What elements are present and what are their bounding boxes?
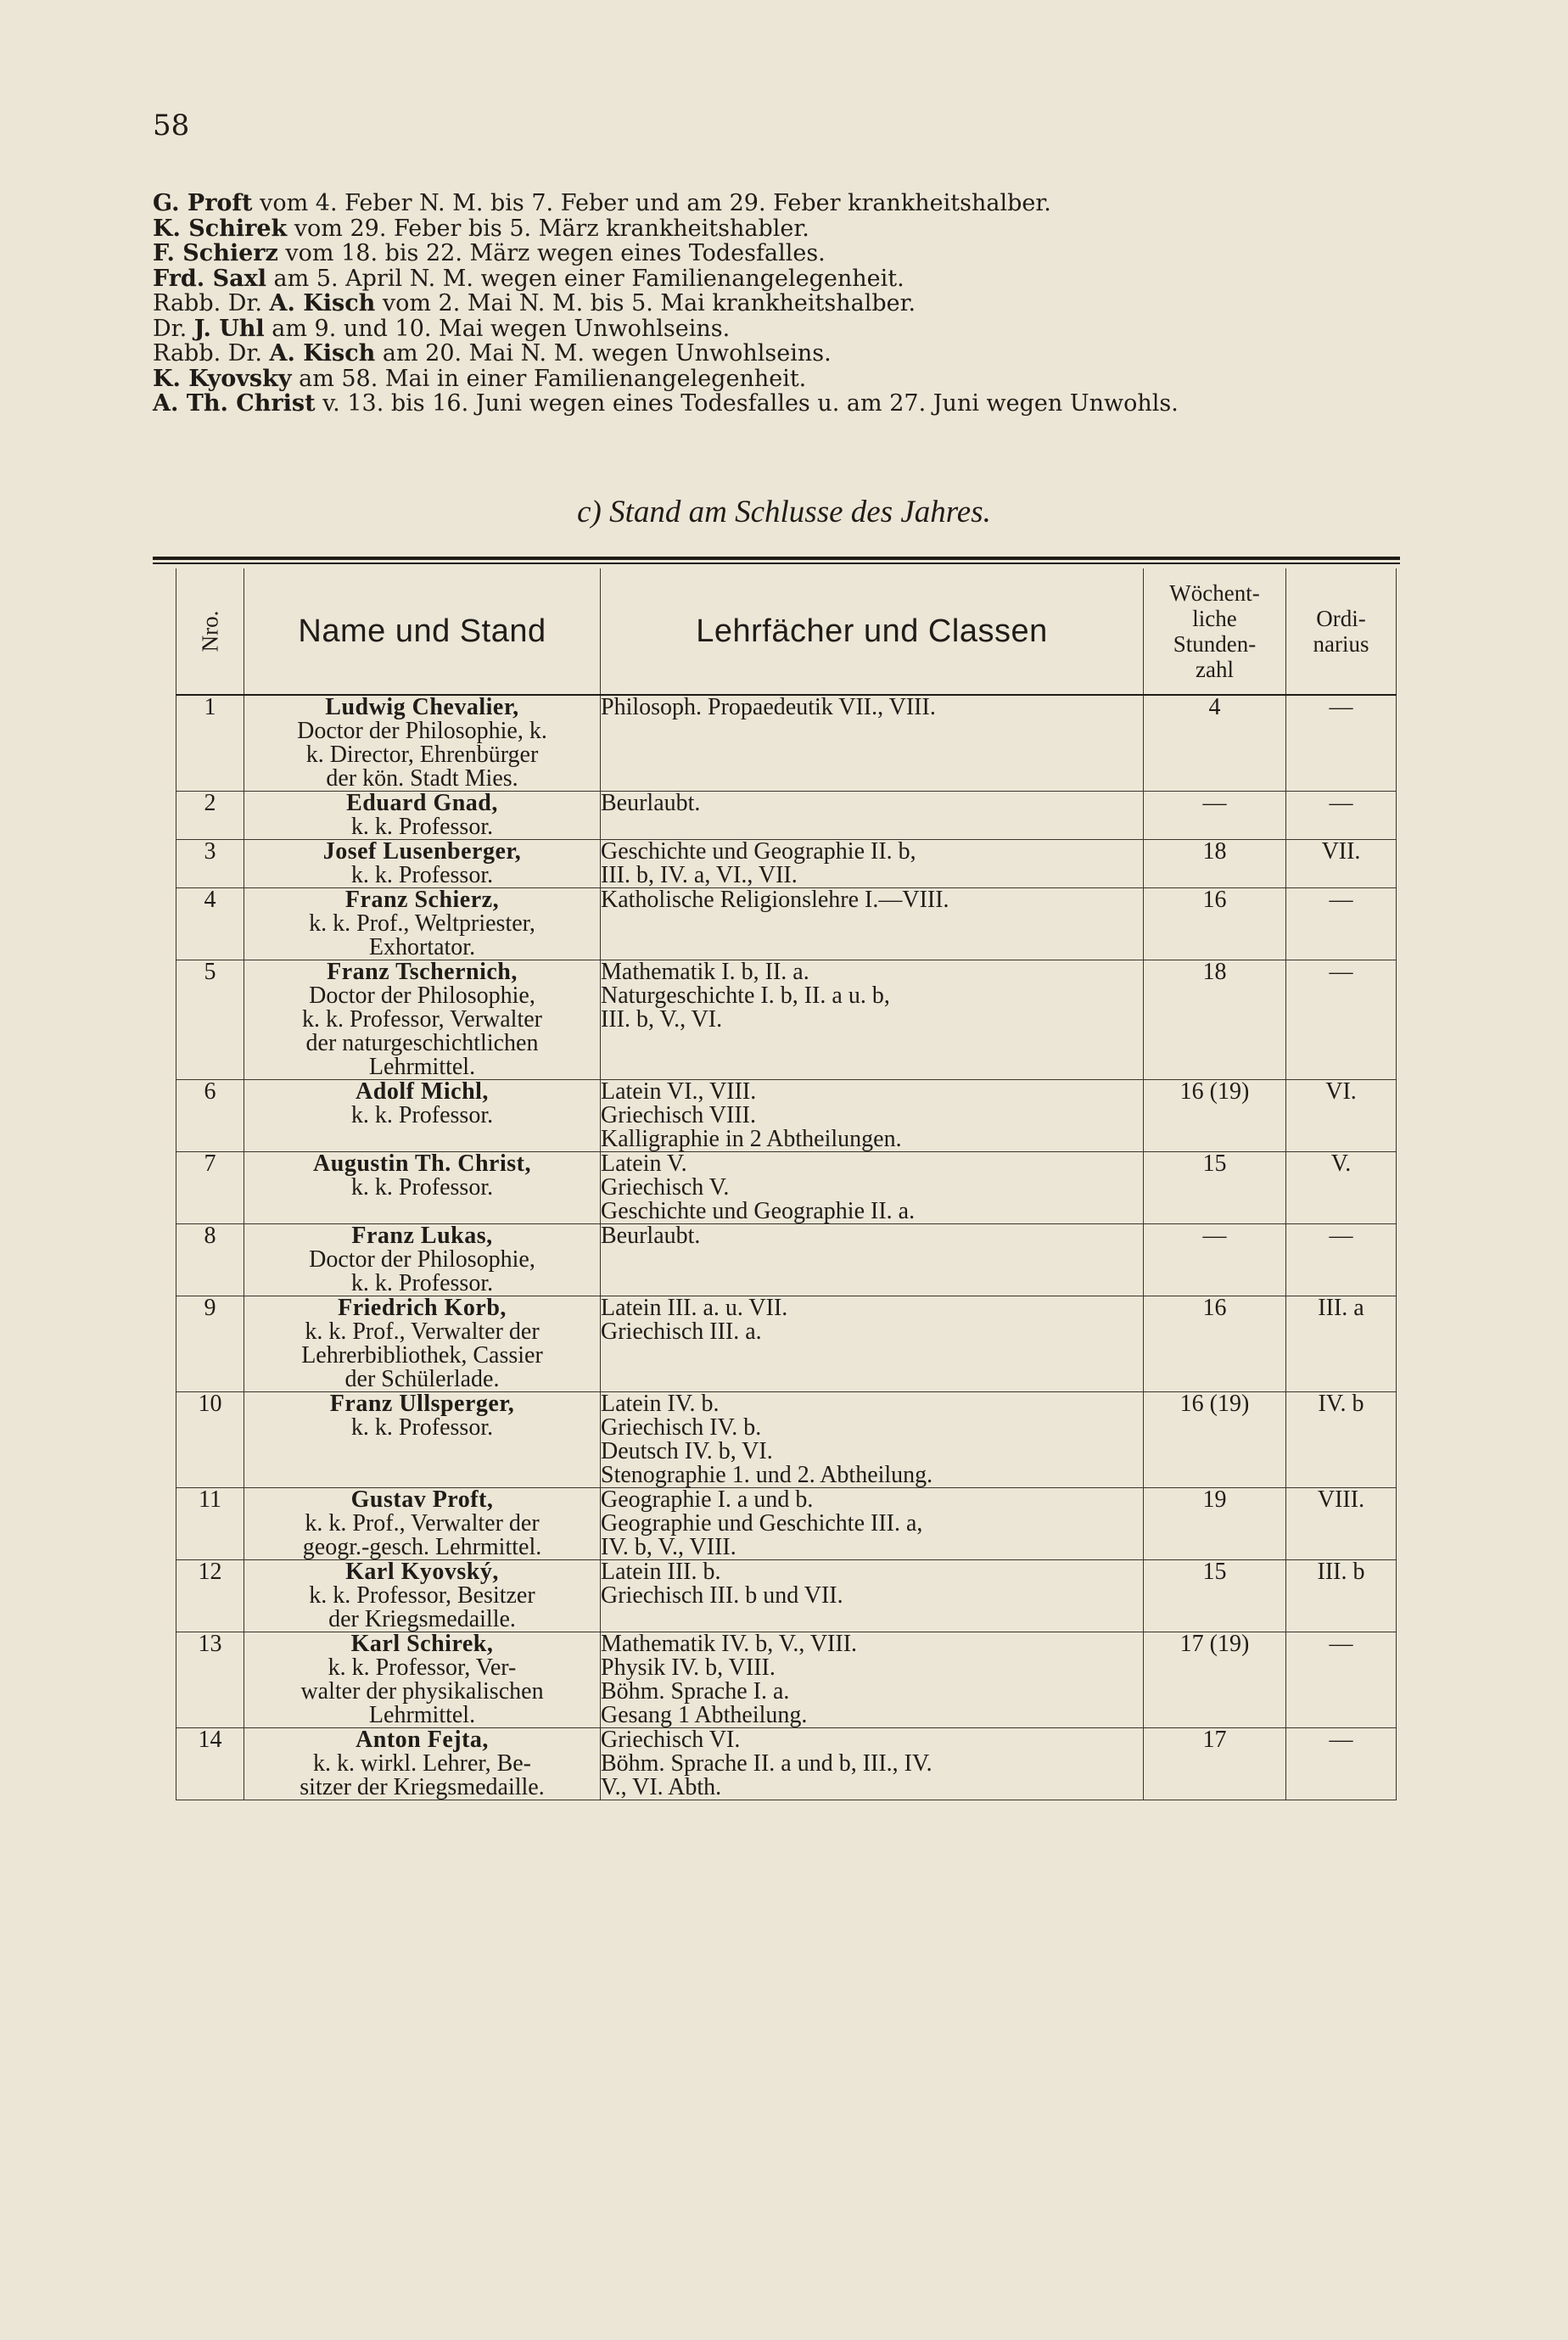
subject-line: Beurlaubt. xyxy=(601,790,701,816)
row-number: 6 xyxy=(176,1080,244,1152)
absence-text: am 20. Mai N. M. wegen Unwohlseins. xyxy=(375,340,832,367)
section-title: c) Stand am Schlusse des Jahres. xyxy=(577,495,991,529)
row-name-status xyxy=(244,695,601,792)
row-name-status xyxy=(244,888,601,960)
teacher-status-line: Lehrmittel. xyxy=(368,1702,476,1728)
header-row xyxy=(176,568,1397,695)
teacher-status-line: k. k. Professor, Besitzer xyxy=(309,1582,535,1609)
subject-line: Geographie und Geschichte III. a, xyxy=(601,1510,923,1537)
row-ordinarius: IV. b xyxy=(1286,1392,1397,1488)
table-row xyxy=(176,1728,1397,1800)
row-ordinarius: — xyxy=(1286,792,1397,840)
row-number: 11 xyxy=(176,1488,244,1560)
teacher-name: Franz Tschernich, xyxy=(327,959,518,985)
subject-line: Böhm. Sprache I. a. xyxy=(601,1678,790,1705)
row-subjects xyxy=(601,792,1144,840)
absence-line xyxy=(153,391,1459,417)
row-name-status xyxy=(244,1488,601,1560)
row-subjects xyxy=(601,888,1144,960)
row-ordinarius: — xyxy=(1286,1632,1397,1728)
subject-line: Mathematik IV. b, V., VIII. xyxy=(601,1631,858,1657)
header-ordinarius-line: narius xyxy=(1313,631,1369,657)
subject-line: Deutsch IV. b, VI. xyxy=(601,1438,773,1464)
header-nro: Nro. xyxy=(176,568,244,695)
row-hours: 19 xyxy=(1144,1488,1286,1560)
subject-line: Beurlaubt. xyxy=(601,1223,701,1249)
absence-line xyxy=(153,241,1459,266)
table-row xyxy=(176,1560,1397,1632)
absence-text: vom 4. Feber N. M. bis 7. Feber und am 29. Feber krankheitshalber. xyxy=(252,190,1051,216)
row-hours: 18 xyxy=(1144,960,1286,1080)
teacher-name: Anton Fejta, xyxy=(356,1727,489,1753)
absence-name: A. Th. Christ xyxy=(153,390,316,417)
row-name-status xyxy=(244,1224,601,1296)
teacher-status-line: der Kriegsmedaille. xyxy=(328,1606,516,1632)
row-subjects xyxy=(601,960,1144,1080)
teacher-status-line: k. k. Professor. xyxy=(350,1414,494,1441)
subject-line: Latein VI., VIII. xyxy=(601,1078,757,1105)
absence-line xyxy=(153,191,1459,216)
subject-line: Geschichte und Geographie II. b, xyxy=(601,838,916,865)
teacher-status-line: geogr.-gesch. Lehrmittel. xyxy=(302,1534,542,1560)
table-row xyxy=(176,1296,1397,1392)
header-ordinarius-line: Ordi- xyxy=(1316,606,1366,631)
teacher-status-line: walter der physikalischen xyxy=(300,1678,544,1705)
row-number: 12 xyxy=(176,1560,244,1632)
table-row xyxy=(176,840,1397,888)
row-subjects xyxy=(601,1224,1144,1296)
row-name-status xyxy=(244,1560,601,1632)
header-name: Name und Stand xyxy=(244,568,601,695)
header-hours-line: Wöchent- xyxy=(1169,580,1260,606)
table-row xyxy=(176,1224,1397,1296)
row-ordinarius: — xyxy=(1286,960,1397,1080)
row-name-status xyxy=(244,792,601,840)
row-hours: 16 xyxy=(1144,1296,1286,1392)
absence-line xyxy=(153,341,1459,367)
subject-line: Böhm. Sprache II. a und b, III., IV. xyxy=(601,1750,932,1777)
subject-line: III. b, V., VI. xyxy=(601,1006,723,1033)
row-ordinarius: — xyxy=(1286,888,1397,960)
row-number: 7 xyxy=(176,1152,244,1224)
subject-line: IV. b, V., VIII. xyxy=(601,1534,736,1560)
teacher-status-line: k. k. Professor. xyxy=(350,1102,494,1128)
subject-line: Griechisch V. xyxy=(601,1174,730,1201)
teacher-name: Josef Lusenberger, xyxy=(322,838,522,865)
subject-line: Stenographie 1. und 2. Abtheilung. xyxy=(601,1462,933,1488)
absence-name: A. Kisch xyxy=(269,340,376,367)
subject-line: Griechisch III. a. xyxy=(601,1318,762,1345)
row-ordinarius: III. a xyxy=(1286,1296,1397,1392)
teacher-name: Franz Lukas, xyxy=(351,1223,493,1249)
subject-line: Griechisch VI. xyxy=(601,1727,741,1753)
teacher-status-line: Doctor der Philosophie, xyxy=(309,1246,535,1273)
header-hours-line: liche xyxy=(1192,606,1237,631)
header-hours-line: zahl xyxy=(1196,657,1234,682)
page-number: 58 xyxy=(153,109,190,143)
row-number: 2 xyxy=(176,792,244,840)
header-hours-line: Stunden- xyxy=(1173,631,1257,657)
subject-line: Griechisch VIII. xyxy=(601,1102,756,1128)
row-hours: 17 (19) xyxy=(1144,1632,1286,1728)
row-subjects xyxy=(601,1296,1144,1392)
teacher-name: Franz Schierz, xyxy=(344,887,500,913)
row-hours: 16 (19) xyxy=(1144,1080,1286,1152)
row-subjects xyxy=(601,1080,1144,1152)
row-ordinarius: — xyxy=(1286,695,1397,792)
table-top-rule-thin xyxy=(153,563,1400,564)
teacher-status-line: Lehrmittel. xyxy=(368,1054,476,1080)
row-subjects xyxy=(601,1392,1144,1488)
teacher-name: Karl Schirek, xyxy=(350,1631,494,1657)
teacher-status-line: k. k. Professor. xyxy=(350,1174,494,1201)
subject-line: Latein III. b. xyxy=(601,1559,721,1585)
absence-line xyxy=(153,316,1459,342)
subject-line: Gesang 1 Abtheilung. xyxy=(601,1702,808,1728)
table-row xyxy=(176,1080,1397,1152)
row-name-status xyxy=(244,840,601,888)
row-number: 9 xyxy=(176,1296,244,1392)
teacher-status-line: k. k. Professor. xyxy=(350,814,494,840)
teacher-status-line: k. Director, Ehrenbürger xyxy=(305,742,539,768)
row-ordinarius: — xyxy=(1286,1224,1397,1296)
absence-prefix: Rabb. Dr. xyxy=(153,340,270,367)
row-name-status xyxy=(244,1296,601,1392)
absence-line xyxy=(153,266,1459,292)
row-name-status xyxy=(244,1728,601,1800)
teacher-status-line: Doctor der Philosophie, k. xyxy=(297,718,547,744)
row-hours: 16 xyxy=(1144,888,1286,960)
teacher-name: Ludwig Chevalier, xyxy=(325,694,519,720)
absence-prefix: Dr. xyxy=(153,315,194,342)
row-ordinarius: VIII. xyxy=(1286,1488,1397,1560)
absence-name: J. Uhl xyxy=(193,315,265,342)
teacher-name: Augustin Th. Christ, xyxy=(313,1150,531,1177)
absence-text: am 58. Mai in einer Familienangelegenheit. xyxy=(291,365,807,392)
row-subjects xyxy=(601,840,1144,888)
absence-name: A. Kisch xyxy=(269,290,376,316)
table-row xyxy=(176,695,1397,792)
table-row xyxy=(176,1152,1397,1224)
row-hours: 18 xyxy=(1144,840,1286,888)
absence-name: F. Schierz xyxy=(153,240,278,266)
row-name-status xyxy=(244,960,601,1080)
subject-line: Latein IV. b. xyxy=(601,1391,720,1417)
absence-text: v. 13. bis 16. Juni wegen eines Todesfalles u. am 27. Juni wegen Unwohls. xyxy=(315,390,1179,417)
teacher-name: Gustav Proft, xyxy=(350,1486,494,1513)
absence-line xyxy=(153,291,1459,316)
teacher-name: Adolf Michl, xyxy=(356,1078,489,1105)
row-number: 10 xyxy=(176,1392,244,1488)
subject-line: Philosoph. Propaedeutik VII., VIII. xyxy=(601,694,936,720)
teacher-name: Eduard Gnad, xyxy=(346,790,498,816)
row-name-status xyxy=(244,1152,601,1224)
row-ordinarius: VI. xyxy=(1286,1080,1397,1152)
absence-text: am 9. und 10. Mai wegen Unwohlseins. xyxy=(264,315,731,342)
row-number: 13 xyxy=(176,1632,244,1728)
table-row xyxy=(176,1392,1397,1488)
row-number: 5 xyxy=(176,960,244,1080)
table-row xyxy=(176,1488,1397,1560)
subject-line: Latein III. a. u. VII. xyxy=(601,1295,788,1321)
row-hours: 4 xyxy=(1144,695,1286,792)
absence-text: vom 2. Mai N. M. bis 5. Mai krankheitshalber. xyxy=(375,290,916,316)
teacher-status-line: Lehrerbibliothek, Cassier xyxy=(301,1342,543,1369)
teacher-name: Karl Kyovský, xyxy=(345,1559,499,1585)
absence-name: K. Kyovsky xyxy=(153,365,292,392)
row-ordinarius: — xyxy=(1286,1728,1397,1800)
teacher-status-line: sitzer der Kriegsmedaille. xyxy=(300,1774,545,1800)
absence-name: G. Proft xyxy=(153,190,253,216)
header-hours xyxy=(1144,568,1286,695)
subject-line: Naturgeschichte I. b, II. a u. b, xyxy=(601,982,890,1009)
row-subjects xyxy=(601,695,1144,792)
absence-name: Frd. Saxl xyxy=(153,265,266,292)
absence-text: am 5. April N. M. wegen einer Familienangelegenheit. xyxy=(266,265,904,292)
teacher-status-line: Exhortator. xyxy=(368,934,476,960)
row-name-status xyxy=(244,1392,601,1488)
row-name-status xyxy=(244,1080,601,1152)
row-number: 3 xyxy=(176,840,244,888)
subject-line: Mathematik I. b, II. a. xyxy=(601,959,809,985)
absence-prefix: Rabb. Dr. xyxy=(153,290,270,316)
row-hours: 15 xyxy=(1144,1560,1286,1632)
row-number: 14 xyxy=(176,1728,244,1800)
teacher-status-line: k. k. Professor, Ver- xyxy=(328,1654,517,1681)
header-ordinarius xyxy=(1286,568,1397,695)
teacher-status-line: k. k. Professor. xyxy=(350,1270,494,1296)
teacher-name: Friedrich Korb, xyxy=(338,1295,507,1321)
absence-text: vom 18. bis 22. März wegen eines Todesfalles. xyxy=(277,240,826,266)
subject-line: Latein V. xyxy=(601,1150,687,1177)
table-row xyxy=(176,1632,1397,1728)
teacher-status-line: k. k. Prof., Verwalter der xyxy=(305,1510,540,1537)
teacher-status-line: k. k. wirkl. Lehrer, Be- xyxy=(312,1750,532,1777)
staff-table xyxy=(176,568,1397,1800)
teacher-status-line: Doctor der Philosophie, xyxy=(309,982,535,1009)
row-ordinarius: VII. xyxy=(1286,840,1397,888)
subject-line: Griechisch III. b und VII. xyxy=(601,1582,843,1609)
row-ordinarius: V. xyxy=(1286,1152,1397,1224)
header-subjects: Lehrfächer und Classen xyxy=(601,568,1144,695)
table-row xyxy=(176,888,1397,960)
teacher-status-line: der Schülerlade. xyxy=(344,1366,500,1392)
subject-line: Geschichte und Geographie II. a. xyxy=(601,1198,916,1224)
teacher-status-line: der kön. Stadt Mies. xyxy=(326,765,518,792)
table-row xyxy=(176,792,1397,840)
row-hours: — xyxy=(1144,1224,1286,1296)
table-top-rule xyxy=(153,557,1400,560)
row-hours: 16 (19) xyxy=(1144,1392,1286,1488)
teacher-status-line: k. k. Professor. xyxy=(350,862,494,888)
row-subjects xyxy=(601,1560,1144,1632)
subject-line: Griechisch IV. b. xyxy=(601,1414,762,1441)
subject-line: Katholische Religionslehre I.—VIII. xyxy=(601,887,949,913)
subject-line: III. b, IV. a, VI., VII. xyxy=(601,862,798,888)
row-number: 1 xyxy=(176,695,244,792)
teacher-status-line: der naturgeschichtlichen xyxy=(305,1030,539,1056)
row-subjects xyxy=(601,1488,1144,1560)
row-hours: 15 xyxy=(1144,1152,1286,1224)
absence-line xyxy=(153,367,1459,392)
table-row xyxy=(176,960,1397,1080)
teacher-name: Franz Ullsperger, xyxy=(329,1391,515,1417)
row-subjects xyxy=(601,1152,1144,1224)
row-subjects xyxy=(601,1632,1144,1728)
row-hours: 17 xyxy=(1144,1728,1286,1800)
row-name-status xyxy=(244,1632,601,1728)
teacher-status-line: k. k. Professor, Verwalter xyxy=(302,1006,542,1033)
teacher-status-line: k. k. Prof., Weltpriester, xyxy=(309,910,535,937)
row-subjects xyxy=(601,1728,1144,1800)
absence-list xyxy=(153,191,1459,417)
row-number: 4 xyxy=(176,888,244,960)
absence-line xyxy=(153,216,1459,242)
absence-name: K. Schirek xyxy=(153,215,288,242)
subject-line: Kalligraphie in 2 Abtheilungen. xyxy=(601,1126,902,1152)
subject-line: Physik IV. b, VIII. xyxy=(601,1654,776,1681)
subject-line: V., VI. Abth. xyxy=(601,1774,722,1800)
teacher-status-line: k. k. Prof., Verwalter der xyxy=(305,1318,540,1345)
absence-text: vom 29. Feber bis 5. März krankheitshabler. xyxy=(287,215,809,242)
row-ordinarius: III. b xyxy=(1286,1560,1397,1632)
subject-line: Geographie I. a und b. xyxy=(601,1486,814,1513)
row-number: 8 xyxy=(176,1224,244,1296)
row-hours: — xyxy=(1144,792,1286,840)
